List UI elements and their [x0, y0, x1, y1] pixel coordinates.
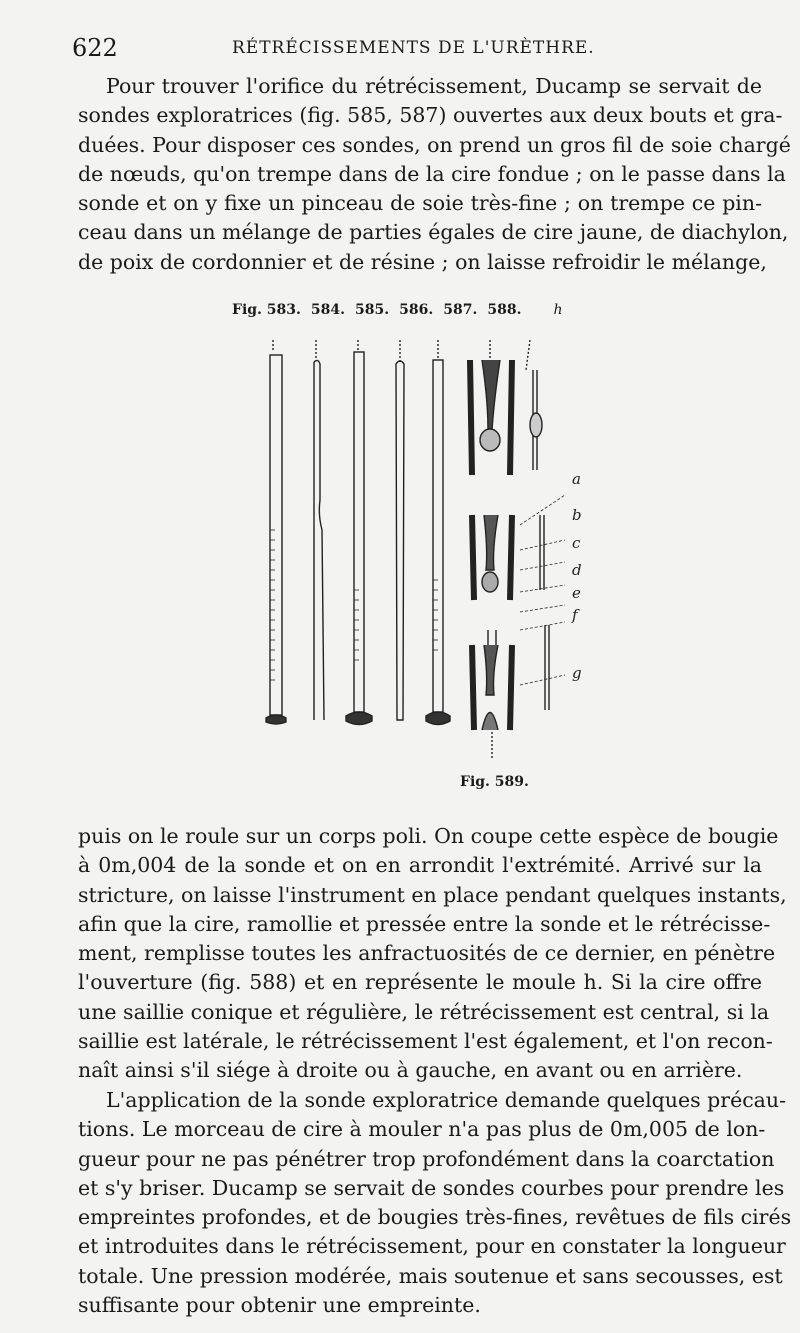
- text-line: une saillie conique et régulière, le rétrécissement est central, si la: [78, 999, 770, 1024]
- text-line: sonde et on y fixe un pinceau de soie très-fine ; on trempe ce pin-: [78, 191, 762, 216]
- sonde-584: [314, 340, 324, 720]
- text-line: saillie est latérale, le rétrécissement l'est également, et l'on recon-: [78, 1029, 773, 1054]
- fig-589-caption: Fig. 589.: [460, 774, 529, 790]
- paragraph-1: [78, 72, 791, 277]
- text-line: naît ainsi s'il siége à droite ou à gauche, en avant ou en arrière.: [78, 1058, 743, 1083]
- label-g: g: [572, 664, 582, 682]
- sonde-587: [426, 340, 450, 725]
- text-line: et s'y briser. Ducamp se servait de sondes courbes pour prendre les: [78, 1175, 785, 1200]
- text-line: de poix de cordonnier et de résine ; on laisse refroidir le mélange,: [78, 249, 767, 274]
- sonde-583: [266, 340, 286, 724]
- text-line: ceau dans un mélange de parties égales de cire jaune, de diachylon,: [78, 220, 789, 245]
- text-line: gueur pour ne pas pénétrer trop profondément dans la coarctation: [78, 1146, 775, 1171]
- figure-583-589: [220, 300, 620, 800]
- text-line: totale. Une pression modérée, mais soutenue et sans secousses, est: [78, 1263, 783, 1288]
- fig-label: 584.: [310, 302, 346, 318]
- label-c: c: [572, 534, 581, 552]
- instrument-illustration: [220, 300, 620, 770]
- label-a: a: [572, 470, 581, 488]
- running-title: RÉTRÉCISSEMENTS DE L'URÈTHRE.: [232, 38, 595, 58]
- text-line: duées. Pour disposer ces sondes, on prend un gros fil de soie chargé: [78, 132, 791, 157]
- text-line: à 0m,004 de la sonde et on en arrondit l'extrémité. Arrivé sur la: [78, 853, 762, 878]
- urethra-section-588: [470, 340, 512, 475]
- text-line: puis on le roule sur un corps poli. On coupe cette espèce de bougie: [78, 824, 779, 848]
- text-line: suffisante pour obtenir une empreinte.: [78, 1293, 481, 1318]
- label-e: e: [572, 584, 581, 602]
- sonde-586: [396, 340, 404, 720]
- sonde-585: [346, 340, 372, 725]
- text-line: de nœuds, qu'on trempe dans de la cire fondue ; on le passe dans la: [78, 161, 786, 186]
- text-line: sondes exploratrices (fig. 585, 587) ouvertes aux deux bouts et gra-: [78, 103, 783, 128]
- label-d: d: [572, 561, 582, 579]
- fig-label: 585.: [355, 302, 390, 318]
- text-line: empreintes profondes, et de bougies très-fines, revêtues de fils cirés: [78, 1205, 792, 1230]
- text-line: ment, remplisse toutes les anfractuosités de ce dernier, en pénètre: [78, 941, 776, 966]
- fig-label: h: [553, 302, 563, 318]
- text-line: Pour trouver l'orifice du rétrécissement, Ducamp se servait de: [106, 74, 762, 98]
- fig-label: 587.: [443, 302, 478, 318]
- paragraph-2: [78, 822, 787, 1086]
- page-header: [72, 34, 772, 64]
- label-b: b: [572, 506, 582, 524]
- text-line: tions. Le morceau de cire à mouler n'a pas plus de 0m,005 de lon-: [78, 1117, 766, 1142]
- text-line: afin que la cire, ramollie et pressée entre la sonde et le rétrécisse-: [78, 911, 771, 936]
- page-number: 622: [72, 34, 118, 62]
- text-line: et introduites dans le rétrécissement, pour en constater la longueur: [78, 1234, 786, 1259]
- urethra-section-589-bottom: [472, 630, 512, 760]
- urethra-section-589-top: [472, 515, 512, 600]
- text-line: L'application de la sonde exploratrice demande quelques précau-: [106, 1088, 787, 1112]
- fig-label: 588.: [487, 302, 522, 318]
- paragraph-3: [78, 1086, 792, 1320]
- fig-label: 586.: [399, 302, 434, 318]
- text-line: stricture, on laisse l'instrument en place pendant quelques instants,: [78, 882, 787, 907]
- wax-mould-h: [526, 340, 542, 470]
- text-line: l'ouverture (fig. 588) et en représente le moule h. Si la cire offre: [78, 970, 762, 995]
- label-f: f: [572, 606, 578, 624]
- fig-label: Fig. 583.: [232, 302, 301, 318]
